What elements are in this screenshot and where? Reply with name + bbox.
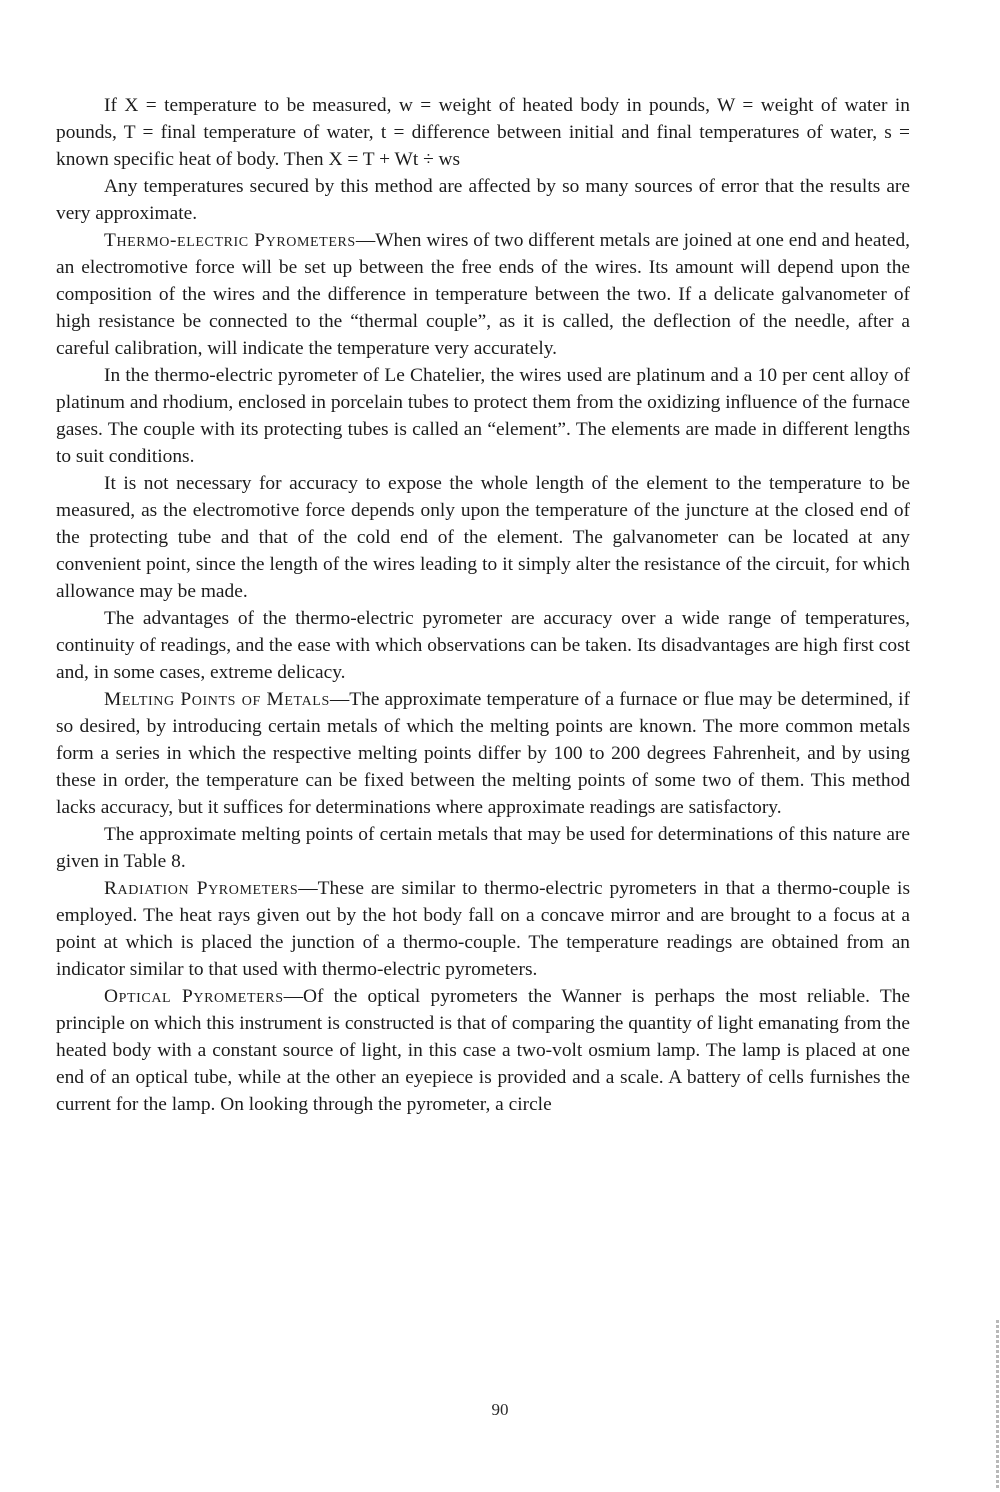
paragraph-text: —When wires of two different metals are joined at one end and heated, an electromotive force will be set up between the free ends of the wires. Its amount will depend upon the composition of the wires and the difference in temperature between the two. If a delicate galvanometer of high resistance be connected to the “thermal couple”, as it is called, the deflection of the needle, after a careful calibration, will indicate the temperature very accurately. (56, 230, 911, 359)
section-heading: Radiation Pyrometers (104, 878, 299, 899)
paragraph-radiation (56, 875, 910, 983)
page-body (56, 92, 910, 1118)
section-heading: Optical Pyrometers (104, 986, 284, 1007)
paragraph-accuracy-note (56, 173, 910, 227)
scan-edge-mark (996, 1320, 999, 1490)
paragraph-le-chatelier (56, 362, 910, 470)
paragraph-advantages (56, 605, 910, 686)
section-heading: Melting Points of Metals (104, 689, 330, 710)
paragraph-text: In the thermo-electric pyrometer of Le Chatelier, the wires used are platinum and a 10 per cent alloy of platinum and rhodium, enclosed in porcelain tubes to protect them from the oxidizing influence of the furnace gases. The couple with its protecting tubes is called an “element”. The elements are made in different lengths to suit conditions. (56, 365, 910, 467)
paragraph-text: —The approximate temperature of a furnace or flue may be determined, if so desired, by introducing certain metals of which the melting points are known. The more common metals form a series in which the respective melting points differ by 100 to 200 degrees Fahrenheit, and by using these in order, the temperature can be fixed between the melting points of some two of them. This method lacks accuracy, but it suffices for determinations where approximate readings are satisfactory. (56, 689, 910, 818)
paragraph-melting-points (56, 686, 910, 821)
paragraph-table-reference (56, 821, 910, 875)
paragraph-text: If X = temperature to be measured, w = weight of heated body in pounds, W = weight of water in pounds, T = final temperature of water, t = difference between initial and final temperatures of water, s = known specific heat of body. Then X = T + Wt ÷ ws (56, 95, 910, 170)
paragraph-text: —These are similar to thermo-electric pyrometers in that a thermo-couple is employed. The heat rays given out by the hot body fall on a concave mirror and are brought to a focus at a point at which is placed the junction of a thermo-couple. The temperature readings are obtained from an indicator similar to that used with thermo-electric pyrometers. (56, 878, 910, 980)
paragraph-optical (56, 983, 910, 1118)
paragraph-element-exposure (56, 470, 910, 605)
paragraph-text: The advantages of the thermo-electric pyrometer are accuracy over a wide range of temperatures, continuity of readings, and the ease with which observations can be taken. Its disadvantages are high first cost and, in some cases, extreme delicacy. (56, 608, 910, 683)
paragraph-text: It is not necessary for accuracy to expose the whole length of the element to the temperature to be measured, as the electromotive force depends only upon the temperature of the juncture at the closed end of the protecting tube and that of the cold end of the element. The galvanometer can be located at any convenient point, since the length of the wires leading to it simply alter the resistance of the circuit, for which allowance may be made. (56, 473, 910, 602)
paragraph-text: —Of the optical pyrometers the Wanner is perhaps the most reliable. The principle on which this instrument is constructed is that of comparing the quantity of light emanating from the heated body with a constant source of light, in this case a two-volt osmium lamp. The lamp is placed at one end of an optical tube, while at the other an eyepiece is provided and a scale. A battery of cells furnishes the current for the lamp. On looking through the pyrometer, a circle (56, 986, 910, 1115)
section-heading: Thermo-electric Pyrometers (104, 230, 356, 251)
paragraph-text: Any temperatures secured by this method are affected by so many sources of error that the results are very approximate. (56, 176, 910, 224)
page-number: 90 (491, 1400, 509, 1419)
paragraph-formula (56, 92, 910, 173)
paragraph-text: The approximate melting points of certain metals that may be used for determinations of this nature are given in Table 8. (56, 824, 910, 872)
paragraph-thermo-electric (56, 227, 910, 362)
